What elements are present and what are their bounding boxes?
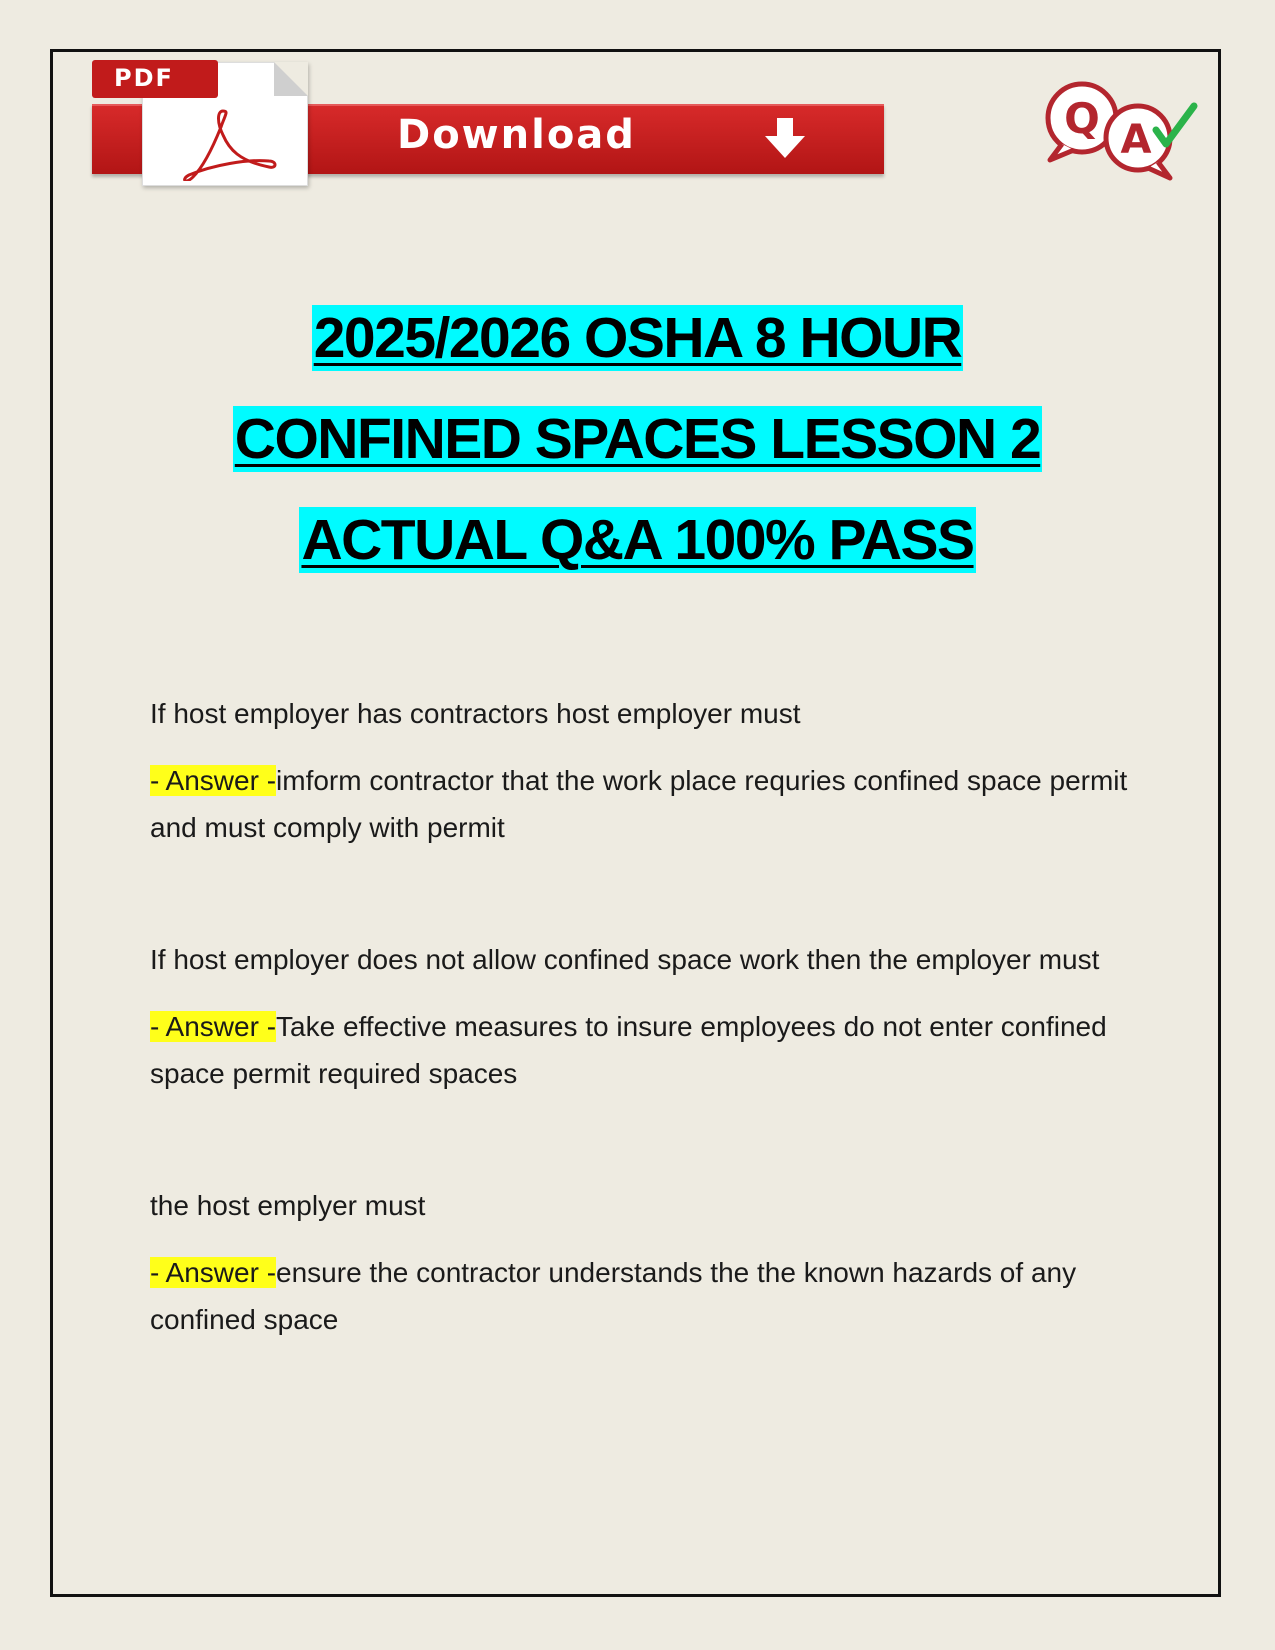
qa-item-2 [150, 936, 1140, 1097]
title-line-1: 2025/2026 OSHA 8 HOUR [313, 306, 962, 370]
title-line-3: ACTUAL Q&A 100% PASS [301, 508, 974, 572]
answer-body: imform contractor that the work place requries confined space permit and must comply with permit [150, 765, 1128, 843]
answer-tag: - Answer - [150, 1257, 277, 1288]
qa-speech-bubbles-check-icon [1040, 78, 1210, 182]
document-title [100, 305, 1175, 608]
answer-text [150, 1003, 1140, 1097]
answer-text [150, 1249, 1140, 1343]
title-line-2: CONFINED SPACES LESSON 2 [234, 407, 1041, 471]
pdf-tag-label: PDF [114, 64, 174, 92]
answer-body: Take effective measures to insure employees do not enter confined space permit required spaces [150, 1011, 1107, 1089]
pdf-download-banner[interactable] [92, 60, 887, 185]
question-text: If host employer does not allow confined space work then the employer must [150, 944, 1100, 975]
question-text: If host employer has contractors host employer must [150, 698, 801, 729]
answer-tag: - Answer - [150, 765, 277, 796]
download-label: Download [397, 112, 636, 158]
qa-item-1 [150, 690, 1140, 851]
adobe-acrobat-icon [173, 105, 283, 181]
pdf-tag [92, 60, 218, 98]
page-fold [274, 62, 308, 96]
logo-a-letter: A [1120, 117, 1152, 163]
question-text: the host emplyer must [150, 1190, 426, 1221]
qa-item-3 [150, 1182, 1140, 1343]
qa-list [150, 690, 1140, 1428]
logo-q-letter: Q [1064, 94, 1100, 143]
answer-body: ensure the contractor understands the the known hazards of any confined space [150, 1257, 1077, 1335]
download-arrow-icon [762, 116, 808, 162]
answer-tag: - Answer - [150, 1011, 277, 1042]
answer-text [150, 757, 1140, 851]
